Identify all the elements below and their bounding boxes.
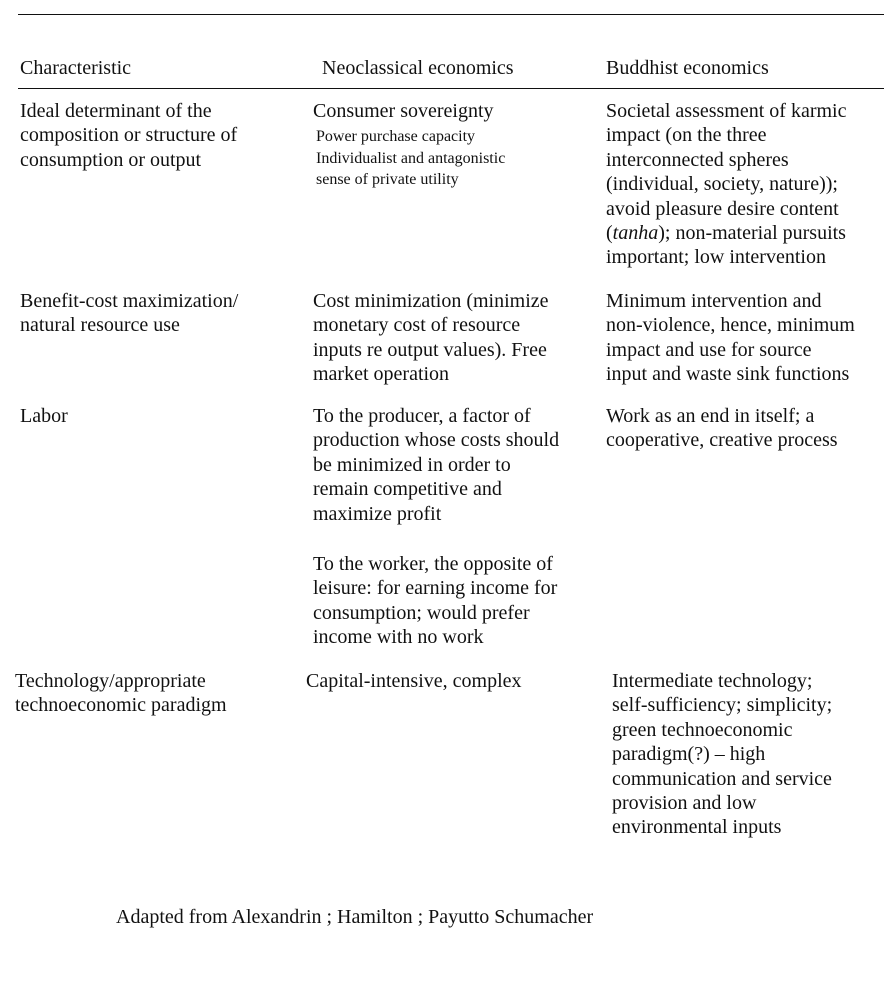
row1-buddhist-text-a: Societal assessment of karmic impact (on the three interconnected spheres (individual, society, nature)); avoid pleasure desire content ( [606, 100, 847, 245]
row4-buddhist: Intermediate technology; self-sufficiency; simplicity; green technoeconomic paradigm(?) – high communication and service provision and low environmental inputs [612, 670, 833, 839]
row3-characteristic: Labor [20, 405, 68, 427]
row1-neoclassical-title: Consumer sovereignty [313, 100, 494, 122]
row4-characteristic: Technology/appropriate technoeconomic paradigm [15, 670, 227, 717]
row3-buddhist: Work as an end in itself; a cooperative, creative process [606, 405, 838, 452]
header-buddhist: Buddhist economics [606, 57, 769, 79]
row1-buddhist-text-b: ); non-material pursuits important; low intervention [606, 222, 846, 269]
row1-buddhist-term: tanha [612, 222, 659, 245]
row1-neoclassical-detail: Power purchase capacity Individualist and antagonistic sense of private utility [316, 128, 506, 188]
table-header-rule [18, 88, 884, 89]
row2-characteristic: Benefit-cost maximization/ natural resource use [20, 290, 239, 337]
row1-buddhist [606, 99, 847, 270]
row4-neoclassical: Capital-intensive, complex [306, 670, 522, 692]
table-top-rule [18, 14, 884, 15]
header-neoclassical: Neoclassical economics [322, 57, 514, 79]
header-characteristic: Characteristic [20, 57, 132, 79]
row3-neoclassical-producer: To the producer, a factor of production whose costs should be minimized in order to remain competitive and maximize profit [313, 405, 560, 525]
row2-buddhist: Minimum intervention and non-violence, hence, minimum impact and use for source input and waste sink functions [606, 290, 855, 386]
row2-neoclassical: Cost minimization (minimize monetary cost of resource inputs re output values). Free market operation [313, 290, 549, 386]
source-footnote: Adapted from Alexandrin ; Hamilton ; Payutto Schumacher [116, 906, 594, 928]
row1-characteristic: Ideal determinant of the composition or structure of consumption or output [20, 100, 238, 171]
row3-neoclassical-worker: To the worker, the opposite of leisure: for earning income for consumption; would prefer income with no work [313, 553, 558, 649]
